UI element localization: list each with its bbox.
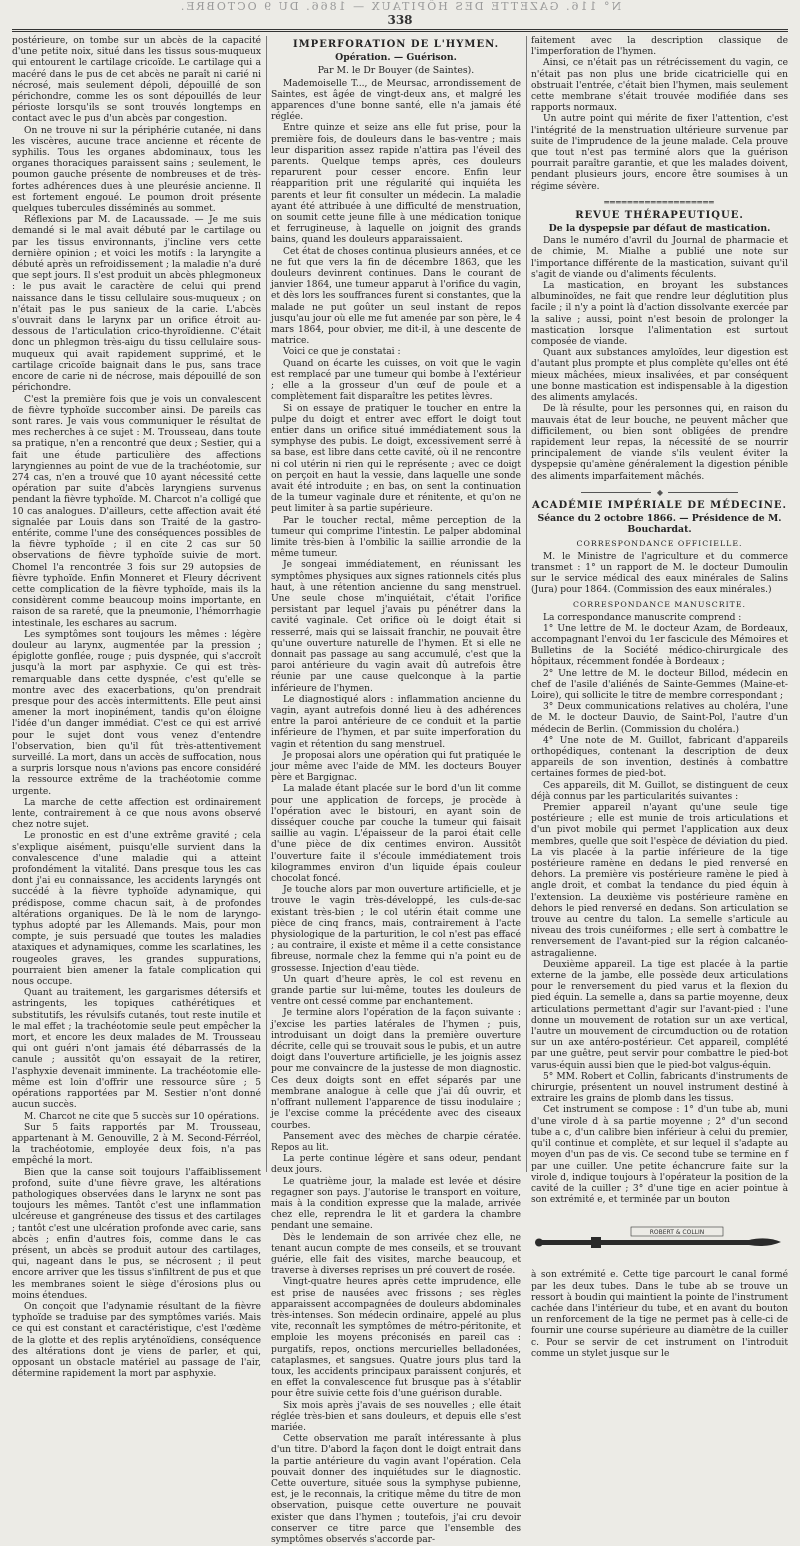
instrument-tube [539,1240,749,1245]
ornament-divider: ◆ [531,488,788,497]
page-number: 338 [387,13,413,27]
paragraph: Un autre point qui mérite de fixer l'attention, c'est l'intégrité de la menstruation ultérieure survenue par suite de l'imprudence de la jeune malade. Cela prouve que tout n'est pas terminé alors que la guérison pourrait paraître garantie, et que les malades doivent, pendant plusieurs jours, encore être soumises à un régime sévère. [531,114,788,192]
paragraph: 5° MM. Robert et Collin, fabricants d'instruments de chirurgie, présentent un nouvel instrument destiné à extraire les grains de plomb dans les tissus. [531,1071,788,1105]
bleed-through-text: N° 116. GAZETTE DES HÔPITAUX — 1866. DU 9 OCTOBRE. [178,0,622,13]
paragraph: Si on essaye de pratiquer le toucher en entre la pulpe du doigt et entrer avec effort le doigt tout entier dans un orifice situé immédiatement sous la symphyse des pubis. Le doigt, excessivement serré à sa base, est libre dans cette cavité, où il ne rencontre ni col utérin ni rien qui le représente ; avec ce doigt on perçoit en haut la vessie, dans laquelle une sonde avait été introduite ; en bas, on sent la continuation de la tumeur vaginale dure et rénitente, et qu'on ne peut limiter à sa partie supérieure. [271,403,521,515]
paragraph: Premier appareil n'ayant qu'une seule tige postérieure ; elle est munie de trois articulations et d'un pivot mobile qui permet l'application aux deux membres, quelle que soit l'espèce de déviation du pied. La vis placée à la partie inférieure de la tige postérieure ramène en dedans le pied renversé en dehors. La première vis postérieure ramène le pied à angle droit, et combat la tendance du pied équin à l'extension. La deuxième vis postérieure ramène en dehors le pied renversé en dedans. Son articulation se trouve au centre du talon. La semelle s'articule au niveau des trois cunéiformes ; elle sert à combattre le renversement de l'avant-pied sur la région calcanéo-astragalienne. [531,803,788,959]
section-title-revue: REVUE THÉRAPEUTIQUE. [575,209,744,221]
paragraph: Le diagnostiqué alors : inflammation ancienne du vagin, ayant autrefois donné lieu à des adhérences entre la paroi antérieure de ce conduit et la partie inférieure de l'hymen, et par suite imperforation du vagin et rétention du sang menstruel. [271,694,521,750]
paragraph: Pansement avec des mèches de charpie cératée. Repos au lit. [271,1131,521,1153]
column-3-intro [531,36,788,193]
section-title-academie: ACADÉMIE IMPÉRIALE DE MÉDECINE. [531,499,788,511]
paragraph: Vingt-quatre heures après cette imprudence, elle est prise de nausées avec frissons ; ses règles apparaissent accompagnées de douleurs abdominales très-intenses. Son médecin ordinaire, appelé au plus vite, reconnaît les symptômes de métro-péritonite, et emploie les moyens préconisés en pareil cas : purgatifs, repos, onctions mercurielles belladonées, cataplasmes, et sangsues. Quatre jours plus tard la toux, les accidents principaux paraissent conjurés, et en effet la convalescence fut brusque pas à s'établir pour être suivie cette fois d'une guérison durable. [271,1277,521,1400]
paragraph: Je touche alors par mon ouverture artificielle, et je trouve le vagin très-développé, les culs-de-sac existant très-bien ; le col utérin était comme une pièce de cinq francs, mais, contrairement à l'acte physiologique de la parturition, le col n'est pas effacé ; au contraire, il existe et même il a cette consistance fibreuse, normale chez la femme qui n'a point eu de grossesse. Injection d'eau tiède. [271,885,521,974]
paragraph: Quant au traitement, les gargarismes détersifs et astringents, les topiques cathérétiques et substitutifs, les révulsifs cutanés, tout reste inutile et le mal effet ; la trachéotomie seule peut empêcher la mort, et encore les deux malades de M. Trousseau qui ont guéri n'ont jamais été débarrassés de la canule ; aussitôt qu'on essayait de la retirer, l'asphyxie devenait imminente. La trachéotomie elle-même est loin d'offrir une ressource sûre ; 5 opérations rapportées par M. Sestier n'ont donné aucun succès. [12,988,261,1111]
paragraph: 3° Deux communications relatives au choléra, l'une de M. le docteur Dauvio, de Saint-Pol, l'autre d'un médecin de Berlin. (Commission du choléra.) [531,702,788,735]
section-divider: ═══════════════════ [604,197,715,207]
figure-label: ROBERT & COLLIN [649,1229,705,1237]
paragraph: Le quatrième jour, la malade est levée et désire regagner son pays. J'autorise le transport en voiture, mais à la condition expresse que la malade, arrivée chez elle, reprendra le lit et gardera la chambre pendant une semaine. [271,1176,521,1232]
section-subtitle-dyspepsie: De la dyspepsie par défaut de mastication. [548,223,771,235]
paragraph: Sur 5 faits rapportés par M. Trousseau, appartenant à M. Genouville, 2 à M. Second-Férréol, la trachéotomie, employée deux fois, n'a pas empêché la mort. [12,1122,261,1167]
paragraph: Dans le numéro d'avril du Journal de pharmacie et de chimie, M. Mialhe a publié une note sur l'importance différente de la mastication, suivant qu'il s'agit de viande ou d'aliments féculents. [531,236,788,280]
paragraph: Dès le lendemain de son arrivée chez elle, ne tenant aucun compte de mes conseils, et se trouvant guérie, elle fait des visites, marche beaucoup, et traverse à diverses reprises un pré couvert de rosée. [271,1232,521,1277]
paragraph: 4° Une note de M. Guillot, fabricant d'appareils orthopédiques, contenant la description de deux appareils de son invention, destinés à combattre certaines formes de pied-bot. [531,735,788,780]
paragraph: Le pronostic en est d'une extrême gravité ; cela s'explique aisément, puisqu'elle survient dans la convalescence d'une maladie qui a atteint profondément la vitalité. Dans presque tous les cas dont j'ai eu connaissance, les accidents laryngés ont succédé à la fièvre typhoïde adynamique, qui prédispose, comme chacun sait, à de profondes altérations organiques. De là le nom de laryngo-typhus adopté par les Allemands. Mais, pour mon compte, je suis persuadé que toutes les maladies ataxiques et adynamiques, comme les scarlatines, les rougeoles graves, les grandes suppurations, pourraient bien amener la fatale complication qui nous occupe. [12,831,261,988]
article-author: Par M. le Dr Bouyer (de Saintes). [317,65,475,77]
column-2-body [271,79,521,1546]
article-title: IMPERFORATION DE L'HYMEN. [292,39,500,50]
instrument-figure [531,1210,788,1266]
paragraph: La correspondance manuscrite comprend : [543,612,742,623]
paragraph: Cet état de choses continua plusieurs années, et ce ne fut que vers la fin de décembre 1863, que les douleurs devinrent continues. Dans le courant de janvier 1864, une tumeur apparut à l'orifice du vagin, et dès lors les souffrances furent si constantes, que la malade ne put goûter un seul instant de repos jusqu'au jour où elle me fut amenée par son père, le 4 mars 1864, pour obvier, me dit-il, à une descente de matrice. [271,246,521,347]
instrument-body [531,1270,788,1360]
paragraph: La perte continue légère et sans odeur, pendant deux jours. [271,1154,521,1176]
paragraph: Mademoiselle T..., de Meursac, arrondissement de Saintes, est âgée de vingt-deux ans, et malgré les apparences d'une bonne santé, elle n'a jamais été réglée. [271,78,521,123]
paragraph: Entre quinze et seize ans elle fut prise, pour la première fois, de douleurs dans le bas-ventre ; mais leur disparition assez rapide n'attira pas l'éveil des parents. Quelque temps après, ces douleurs reparurent pour cesser encore. Enfin leur réapparition prit une régularité qui inquiéta les parents et leur fit consulter un médecin. La maladie ayant été attribuée à une difficulté de menstruation, on soumit cette jeune fille à une médication tonique et ferrugineuse, à laquelle on joignit des grands bains, quand les douleurs apparaissaient. [271,123,521,246]
paragraph: Bien que la canse soit toujours l'affaiblissement profond, suite d'une fièvre grave, les altérations pathologiques observées dans le larynx ne sont pas toujours les mêmes. Tantôt c'est une inflammation ulcéreuse et gangréneuse des tissus et des cartilages ; tantôt c'est une ulcération profonde avec carie, sans abcès ; enfin d'autres fois, comme dans le cas présent, un abcès se produit autour des cartilages, qui, nageant dans le pus, se nécrosent ; il peut encore arriver que les tissus s'infiltrent de pus et que les membranes soient le siège d'érosions plus ou moins étendues. [12,1167,261,1301]
paragraph: Quant aux substances amyloïdes, leur digestion est d'autant plus prompte et plus complète qu'elles ont été mieux mâchées, mieux insalivées, et par conséquent une bonne mastication est indispensable à la digestion des aliments amylacés. [531,348,788,404]
paragraph: Je termine alors l'opération de la façon suivante : j'excise les parties latérales de l'hymen ; puis, introduisant un doigt dans la première ouverture décrite, celle qui se trouvait sous le pubis, et un autre doigt dans l'ouverture artificielle, je les joignis assez pour me convaincre de la justesse de mon diagnostic. Ces deux doigts sont en effet séparés par une membrane analogue à celle que j'ai dû ouvrir, et n'offrant nullement l'apparence de tissu inodulaire ; je l'excise comme la précédente avec des ciseaux courbes. [271,1008,521,1131]
paragraph: Les symptômes sont toujours les mêmes : légère douleur au larynx, augmentée par la pression ; épiglotte gonflée, rouge ; puis dyspnée, qui s'accroît jusqu'à la mort par asphyxie. Ce qui est très-remarquable dans cette dyspnée, c'est qu'elle se montre avec des exacerbations, qu'on prendrait presque pour des accès intermittents. Elle peut ainsi amener la mort inopinément, tandis qu'on éloigne l'idée d'un danger immédiat. C'est ce qui est arrivé pour le sujet dont vous venez d'entendre l'observation, bien qu'il fût très-attentivement surveillé. La mort, dans un accès de suffocation, nous a surpris lorsque nous n'avions pas encore considéré la ressource extrême de la trachéotomie comme urgente. [12,629,261,797]
header-rule [12,29,788,32]
paragraph: La marche de cette affection est ordinairement lente, contrairement à ce que nous avons observé chez notre sujet. [12,797,261,831]
label-correspondance-manuscrite: CORRESPONDANCE MANUSCRITE. [572,600,747,610]
seance-heading: Séance du 2 octobre 1866. — Présidence de M. Bouchardat. [537,512,782,536]
instrument-cuiller [749,1239,781,1247]
paragraph: Ces appareils, dit M. Guillot, se distinguent de ceux déjà connus par les particularités suivantes : [531,780,788,802]
paragraph: faitement avec la description classique de l'imperforation de l'hymen. [531,36,788,58]
paragraph: Je songeai immédiatement, en réunissant les symptômes physiques aux signes rationnels cités plus haut, à une rétention ancienne du sang menstruel. Une seule chose m'inquiétait, c'était l'orifice persistant par lequel j'avais pu pénétrer dans la cavité vaginale. Cet orifice où le doigt était si resserré, mais qui se laissait franchir, ne pouvait être qu'une ouverture naturelle de l'hymen. Et si elle ne donnait pas passage au sang accumulé, c'est que la paroi antérieure du vagin avait dû autrefois être réunie par une cause quelconque à la partie inférieure de l'hymen. [271,560,521,694]
paragraph: Réflexions par M. de Lacaussade. — Je me suis demandé si le mal avait débuté par le cartilage ou par les tissus environnants, j'incline vers cette dernière opinion ; et voici les motifs : la laryngite a débuté après un refroidissement ; la maladie n'a duré que sept jours. Il s'est produit un abcès phlegmoneux : le pus avait le caractère de celui qui prend naissance dans le tissu cellulaire sous-muqueux ; on n'était pas le pus sanieux de la carie. L'abcès s'ouvrait dans le larynx par un orifice étroit au-dessous de l'articulation crico-thyroïdienne. C'était donc un phlegmon très-aigu du tissu cellulaire sous-muqueux qui avait rapidement supprimé, et le cartilage cricoïde baignait dans le pus, sans trace encore de carie ni de nécrose, mais dépouillé de son périchondre. [12,215,261,394]
paragraph: Cette observation me paraît intéressante à plus d'un titre. D'abord la façon dont le doigt entrait dans la partie antérieure du vagin avant l'opération. Cela pouvait donner des inquiétudes sur le diagnostic. Cette ouverture, située sous la symphyse pubienne, est, je le reconnais, la critique même du titre de mon observation, puisque cette ouverture ne pouvait exister que dans l'hymen ; toutefois, j'ai cru devoir conserver ce titre parce que l'ensemble des symptômes observés s'accorde par- [271,1434,521,1546]
revue-body [531,236,788,482]
paragraph: Voici ce que je constatai : [283,347,401,358]
paragraph: Quand on écarte les cuisses, on voit que le vagin est remplacé par une tumeur qui bombe à l'extérieur ; elle a la grosseur d'un œuf de poule et a complètement fait disparaître les petites lèvres. [271,358,521,403]
column-2 [271,36,521,1546]
paragraph: Six mois après j'avais de ses nouvelles ; elle était réglée très-bien et sans douleurs, et depuis elle s'est mariée. [271,1400,521,1433]
official-body [531,552,788,597]
column-1-body [12,36,261,1380]
instrument-bouton [535,1239,543,1247]
paragraph: 2° Une lettre de M. le docteur Billod, médecin en chef de l'asile d'aliénés de Sainte-Gemmes (Maine-et-Loire), qui sollicite le titre de membre correspondant ; [531,668,788,701]
paragraph: Par le toucher rectal, même perception de la tumeur qui comprime l'intestin. Le palper abdominal limite très-bien à l'ombilic la saillie arrondie de la même tumeur. [271,515,521,560]
paragraph: C'est la première fois que je vois un convalescent de fièvre typhoïde succomber ainsi. De pareils cas sont rares. Je vais vous communiquer le résultat de mes recherches à ce sujet : M. Trousseau, dans toute sa pratique, n'en a rencontré que deux ; Sestier, qui a fait une étude particulière des affections laryngiennes au point de vue de la trachéotomie, sur 274 cas, n'en a trouvé que 10 ayant nécessité cette opération par suite d'abcès laryngiens survenus pendant la fièvre typhoïde. M. Charcot n'a colligé que 10 cas analogues. D'ailleurs, cette affection avait été signalée par Louis dans son Traité de la gastro-entérite, comme l'une des conséquences possibles de la fièvre typhoïde ; il en cite 2 cas sur 50 observations de fièvre typhoïde suivie de mort. Chomel l'a rencontrée 3 fois sur 29 autopsies de fièvre typhoïde. Enfin Monneret et Fleury décrivent cette complication de la fièvre typhoïde, mais ils la considèrent comme beaucoup moins importante, en raison de sa rareté, que la pneumonie, l'hémorrhagie intestinale, les eschares au sacrum. [12,394,261,629]
paragraph: postérieure, on tombe sur un abcès de la capacité d'une petite noix, situé dans les tissus sous-muqueux qui entourent le cartilage cricoïde. Le cartilage qui a macéré dans le pus de cet abcès ne paraît ni carié ni nécrosé, mais seulement dépoli, dépouillé de son périchondre, comme les os sont dépouillés de leur périoste lorsqu'ils se sont trouvés longtemps en contact avec le pus d'un abcès par congestion. [12,36,261,125]
paragraph: Je proposai alors une opération qui fut pratiquée le jour même avec l'aide de MM. les docteurs Bouyer père et Bargignac. [271,750,521,784]
paragraph: Cet instrument se compose : 1° d'un tube ab, muni d'une virole d à sa partie moyenne ; 2° d'un second tube a c, d'un calibre bien inférieur à celui du premier, qu'il continue et complète, et sur lequel il s'adapte au moyen d'un pas de vis. Ce second tube se termine en f par une cuiller. Une petite échancrure faite sur la virole d, indique toujours à l'opérateur la position de la cavité de la cuiller ; 3° d'une tige en acier pointue à son extrémité e, et terminée par un bouton [531,1105,788,1206]
paragraph: On conçoit que l'adynamie résultant de la fièvre typhoïde se traduise par des symptômes variés. Mais ce qui est constant et caractéristique, c'est l'œdème de la glotte et des replis aryténoïdiens, conséquence des altérations dont je viens de parler, et qui, opposant un obstacle matériel au passage de l'air, détermine rapidement la mort par asphyxie. [12,1301,261,1380]
paragraph: Un quart d'heure après, le col est revenu en grande partie sur lui-même, toutes les douleurs de ventre ont cessé comme par enchantement. [271,974,521,1008]
instrument-illustration [531,1210,788,1266]
column-3 [531,36,788,1359]
paragraph: La mastication, en broyant les substances albuminoïdes, ne fait que rendre leur déglutition plus facile ; il n'y a point là d'action dissolvante exercée par la salive ; aussi, point n'est besoin de prolonger la mastication lorsque l'alimentation est surtout composée de viande. [531,281,788,348]
paragraph: M. Charcot ne cite que 5 succès sur 10 opérations. [24,1111,260,1122]
manuscript-body [531,613,788,1207]
paragraph: 1° Une lettre de M. le docteur Azam, de Bordeaux, accompagnant l'envoi du 1er fascicule des Mémoires et Bulletins de la Société médico-chirurgicale des hôpitaux, récemment fondée à Bordeaux ; [531,623,788,668]
paragraph: On ne trouve ni sur la périphérie cutanée, ni dans les viscères, aucune trace ancienne et récente de syphilis. Tous les organes abdominaux, tous les organes thoraciques paraissent sains ; seulement, le poumon gauche présente de nombreuses et de très-fortes adhérences dues à une pleurésie ancienne. Il est fortement engoué. Le poumon droit présente quelques tubercules disséminés au sommet. [12,125,261,215]
column-separator [266,36,267,1172]
article-subtitle: Opération. — Guérison. [335,52,457,64]
paragraph: De là résulte, pour les personnes qui, en raison du mauvais état de leur bouche, ne peuvent mâcher que difficilement, ou bien sont obligées de prendre rapidement leur repas, la nécessité de se nourrir principalement de viande s'ils veulent éviter la dyspepsie qu'amène généralement la digestion pénible des aliments imparfaitement mâchés. [531,404,788,482]
paragraph: La malade étant placée sur le bord d'un lit comme pour une application de forceps, je procède à l'opération avec le bistouri, en ayant soin de disséquer couche par couche la tumeur qui faisait saillie au vagin. L'épaisseur de la paroi était celle d'une pièce de dix centimes environ. Aussitôt l'ouverture faite il s'écoule immédiatement trois kilogrammes environ d'un liquide épais couleur chocolat foncé. [271,784,521,885]
paragraph: Deuxième appareil. La tige est placée à la partie externe de la jambe, elle possède deux articulations pour le renversement du pied varus et la flexion du pied équin. La semelle a, dans sa partie moyenne, deux articulations permettant d'agir sur l'avant-pied : l'une donne un mouvement de rotation sur un axe vertical, l'autre un mouvement de circumduction ou de rotation sur un axe antéro-postérieur. Cet appareil, complété par une guêtre, peut servir pour combattre le pied-bot varus-équin aussi bien que le pied-bot valgus-équin. [531,959,788,1071]
paragraph: à son extrémité e. Cette tige parcourt le canal formé par les deux tubes. Dans le tube ab se trouve un ressort à boudin qui maintient la pointe de l'instrument cachée dans l'intérieur du tube, et en avant du bouton un renforcement de la tige ne permet pas à celle-ci de fournir une course supérieure au diamètre de la cuiller c. Pour se servir de cet instrument on l'introduit comme un stylet jusque sur le [531,1270,788,1359]
column-separator [526,36,527,1172]
column-1 [12,36,261,1380]
label-correspondance-officielle: CORRESPONDANCE OFFICIELLE. [576,539,743,549]
instrument-virole [591,1237,601,1248]
paragraph: Ainsi, ce n'était pas un rétrécissement du vagin, ce n'était pas non plus une bride cicatricielle qui en obstruait l'entrée, c'était bien l'hymen, mais seulement cette membrane s'était trouvée modifiée dans ses rapports normaux. [531,58,788,114]
paragraph: M. le Ministre de l'agriculture et du commerce transmet : 1° un rapport de M. le docteur Dumoulin sur le service médical des eaux minérales de Salins (Jura) pour 1864. (Commission des eaux minérales.) [531,551,788,596]
